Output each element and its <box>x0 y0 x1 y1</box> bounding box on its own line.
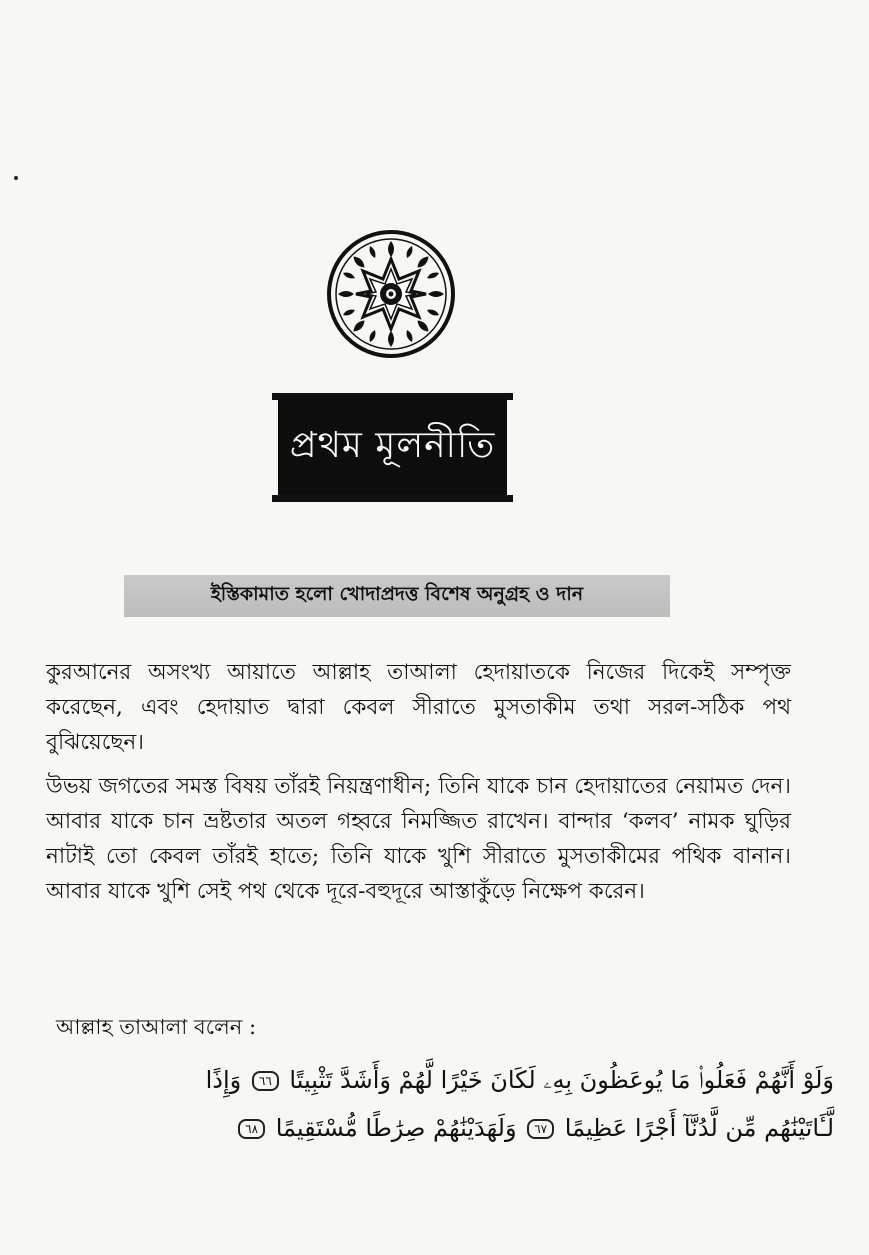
ornamental-mandala-icon <box>326 229 456 359</box>
verse-67-text: لَّـَٔاتَيْنَٰهُم مِّن لَّدُنَّآ أَجْرًا عَظِيمًا <box>564 1114 834 1142</box>
verse-68-text: وَلَهَدَيْنَٰهُمْ صِرَٰطًا مُّسْتَقِيمًا <box>275 1114 517 1142</box>
ayah-number-66: ٦٦ <box>252 1071 279 1091</box>
verse-67-start: وَإِذًا <box>205 1066 242 1094</box>
chapter-subtitle: ইস্তিকামাত হলো খোদাপ্রদত্ত বিশেষ অনুগ্রহ ও দান <box>210 583 584 605</box>
ayah-number-67: ٦٧ <box>527 1119 554 1139</box>
quote-intro: আল্লাহ তাআলা বলেন : <box>56 1015 257 1039</box>
ayah-number-68: ٦٨ <box>238 1119 265 1139</box>
paragraph-1: কুরআনের অসংখ্য আয়াতে আল্লাহ তাআলা হেদায়াতকে নিজের দিকেই সম্পৃক্ত করেছেন, এবং হেদায়াত দ্বারা কেবল সীরাতে মুসতাকীম তথা সরল-সঠিক পথ বুঝিয়েছেন। <box>46 660 791 755</box>
chapter-subtitle-bar <box>124 575 670 617</box>
chapter-title-banner <box>272 393 513 502</box>
paragraph-2: উভয় জগতের সমস্ত বিষয় তাঁরই নিয়ন্ত্রণাধীন; তিনি যাকে চান হেদায়াতের নেয়ামত দেন। আবার যাকে চান ভ্রষ্টতার অতল গহ্বরে নিমজ্জিত রাখেন। বান্দার ‘কলব’ নামক ঘুড়ির নাটাই তো কেবল তাঁরই হাতে; তিনি যাকে খুশি সীরাতে মুসতাকীমের পথিক বানান। আবার যাকে খুশি সেই পথ থেকে দূরে-বহুদূরে আস্তাকুঁড়ে নিক্ষেপ করেন। <box>46 774 791 904</box>
verse-line-1 <box>92 1056 834 1104</box>
banner-bottom-rod <box>272 495 513 502</box>
chapter-title: প্রথম মূলনীতি <box>289 424 496 466</box>
body-text <box>46 655 791 918</box>
verse-line-2 <box>92 1104 834 1152</box>
quran-verses <box>92 1056 834 1152</box>
verse-66-text: وَلَوْ أَنَّهُمْ فَعَلُوا۟ مَا يُوعَظُونَ بِهِۦ لَكَانَ خَيْرًا لَّهُمْ وَأَشَدَّ تَثْبِيتًا <box>289 1066 834 1094</box>
banner-panel <box>278 399 507 496</box>
print-speck <box>14 176 18 180</box>
